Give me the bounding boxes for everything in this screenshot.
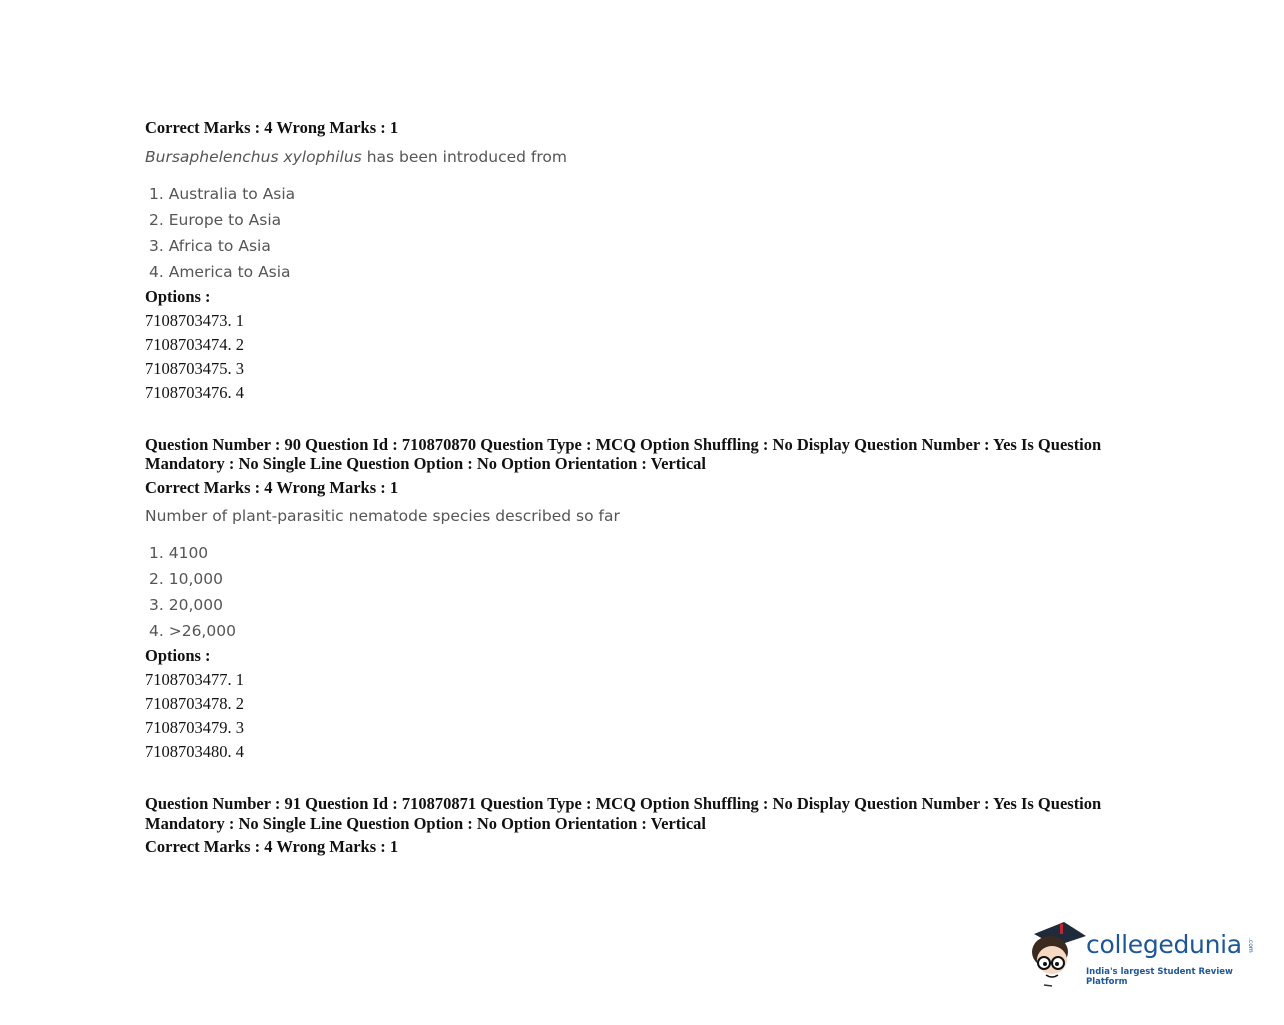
question-block-91 [145,794,1155,857]
question-paper-page [145,118,1155,857]
option-id: 7108703474. 2 [145,334,244,354]
option-id: 7108703473. 1 [145,310,244,330]
choice-list [149,181,1155,285]
question-stem [145,147,1155,167]
question-header: Question Number : 90 Question Id : 710870870 Question Type : MCQ Option Shuffling : No Display Question Number : Yes Is Question Mandatory : No Single Line Question Option : No Option Orientation : Vertical [145,434,1102,473]
option-id: 7108703477. 1 [145,670,244,689]
species-name: Bursaphelenchus xylophilus [145,147,362,166]
choice-item: 4. America to Asia [149,262,291,281]
choice-item: 2. Europe to Asia [149,210,282,229]
brand-tagline: India's largest Student Review Platform [1086,967,1233,987]
choice-item: 1. Australia to Asia [149,184,296,203]
option-id: 7108703476. 4 [145,382,244,402]
marks-line: Correct Marks : 4 Wrong Marks : 1 [145,118,399,137]
choice-item: 4. >26,000 [149,622,236,640]
choice-item: 3. Africa to Asia [149,236,271,255]
options-label: Options : [145,286,211,306]
collegedunia-logo [1026,918,1256,990]
brand-suffix: .com [1247,938,1254,953]
choice-item: 3. 20,000 [149,596,223,614]
mascot-icon [1026,918,1086,988]
stem-text: has been introduced from [361,147,567,166]
option-id: 7108703478. 2 [145,694,244,713]
brand-name: collegedunia [1086,930,1242,959]
option-id: 7108703479. 3 [145,718,244,737]
option-id: 7108703480. 4 [145,742,244,761]
question-block-prev [145,118,1155,405]
marks-line: Correct Marks : 4 Wrong Marks : 1 [145,837,399,856]
options-label: Options : [145,646,211,665]
choice-item: 2. 10,000 [149,570,223,588]
question-header: Question Number : 91 Question Id : 710870871 Question Type : MCQ Option Shuffling : No Display Question Number : Yes Is Question Mandatory : No Single Line Question Option : No Option Orientation : Vertical [145,794,1102,833]
question-stem: Number of plant-parasitic nematode species described so far [145,507,620,525]
option-id: 7108703475. 3 [145,358,244,378]
choice-item: 1. 4100 [149,544,209,562]
marks-line: Correct Marks : 4 Wrong Marks : 1 [145,477,399,497]
choice-list [149,540,1155,644]
question-block-90 [145,435,1155,765]
